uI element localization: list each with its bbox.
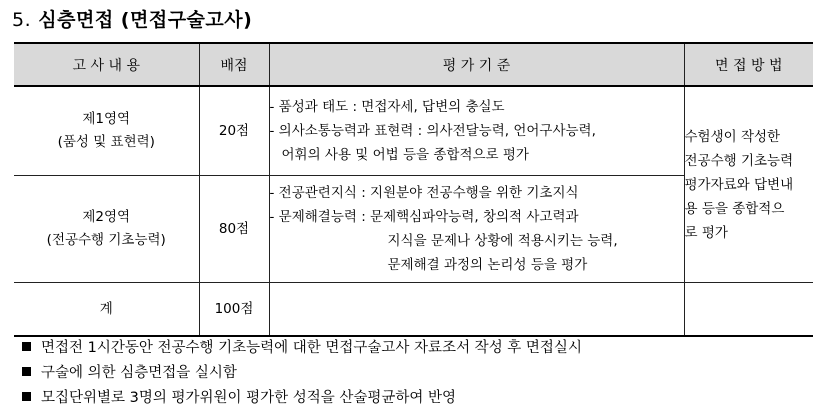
evaluation-table	[14, 42, 813, 337]
area1-name: 제1영역	[82, 111, 131, 127]
criteria-line: 문제해결 과정의 논리성 등을 평가	[387, 257, 588, 273]
criteria-line: - 전공관련지식 : 지원분야 전공수행을 위한 기초지식	[269, 185, 579, 201]
method-line: 전공수행 기초능력	[684, 152, 794, 169]
section-number: 5.	[12, 9, 32, 31]
method-line: 로 평가	[684, 224, 728, 241]
criteria-line: - 문제해결능력 : 문제핵심파악능력, 창의적 사고력과	[269, 209, 579, 225]
area1-score: 20점	[199, 86, 269, 176]
header-method: 면 접 방 법	[684, 43, 813, 86]
table-header-row	[14, 43, 813, 86]
method-cell	[684, 86, 813, 283]
total-method-empty	[684, 283, 813, 337]
list-item	[22, 386, 582, 411]
area2-cell	[14, 176, 199, 283]
section-title	[12, 5, 252, 32]
total-criteria-empty	[269, 283, 684, 337]
header-score: 배점	[199, 43, 269, 86]
criteria-line: 지식을 문제나 상황에 적용시키는 능력,	[387, 233, 618, 249]
total-row	[14, 283, 813, 337]
note-text: 모집단위별로 3명의 평가위원이 평가한 성적을 산술평균하여 반영	[41, 390, 457, 406]
note-text: 면접전 1시간동안 전공수행 기초능력에 대한 면접구술고사 자료조서 작성 후 면접실시	[41, 340, 582, 356]
list-item	[22, 336, 582, 361]
list-item	[22, 361, 582, 386]
criteria-line: 어휘의 사용 및 어법 등을 종합적으로 평가	[281, 147, 529, 163]
notes-list	[22, 336, 582, 411]
area1-desc: (품성 및 표현력)	[57, 134, 155, 150]
total-label: 계	[14, 283, 199, 337]
area2-criteria	[269, 176, 684, 283]
header-criteria: 평 가 기 준	[269, 43, 684, 86]
method-line: 평가자료와 답변내	[684, 176, 794, 193]
area2-desc: (전공수행 기초능력)	[46, 232, 166, 248]
method-line: 수험생이 작성한	[684, 128, 781, 145]
total-score: 100점	[199, 283, 269, 337]
area1-criteria	[269, 86, 684, 176]
square-bullet-icon	[22, 342, 31, 351]
square-bullet-icon	[22, 367, 31, 376]
area2-name: 제2영역	[82, 209, 131, 225]
method-line: 용 등을 종합적으	[684, 200, 785, 217]
note-text: 구술에 의한 심층면접을 실시함	[41, 365, 237, 381]
criteria-line: - 품성과 태도 : 면접자세, 답변의 충실도	[269, 99, 505, 115]
area2-score: 80점	[199, 176, 269, 283]
header-content: 고 사 내 용	[14, 43, 199, 86]
square-bullet-icon	[22, 392, 31, 401]
section-title-text: 심층면접 (면접구술고사)	[38, 9, 253, 31]
table-row	[14, 86, 813, 176]
area1-cell	[14, 86, 199, 176]
criteria-line: - 의사소통능력과 표현력 : 의사전달능력, 언어구사능력,	[269, 123, 596, 139]
